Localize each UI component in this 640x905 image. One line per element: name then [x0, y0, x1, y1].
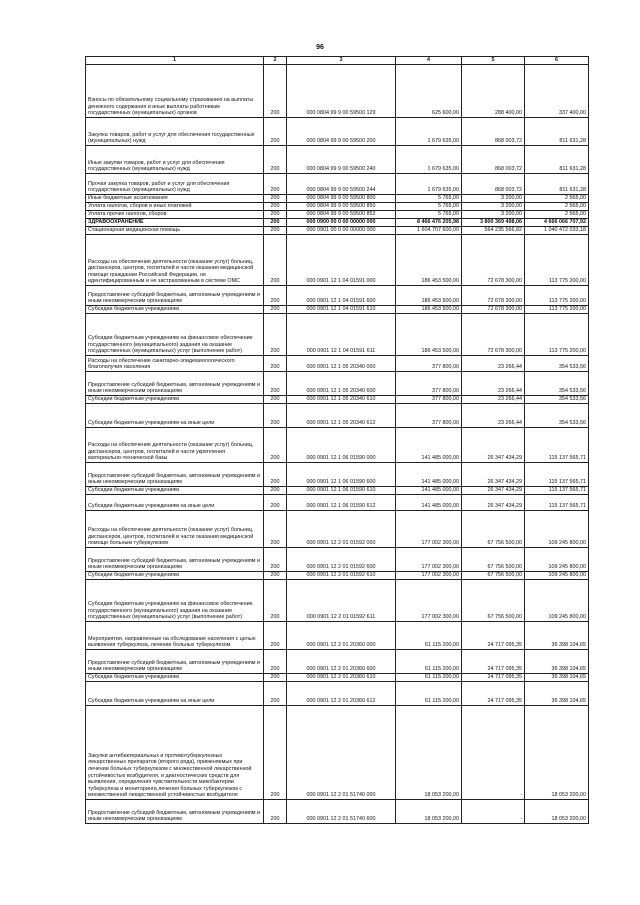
row-remaining-amount: 113 775 200,00 [525, 286, 589, 306]
row-executed-amount: 23 266,44 [462, 372, 525, 396]
row-executed-amount: 26 347 434,29 [462, 487, 525, 495]
row-approved-amount: 5 765,00 [396, 195, 462, 203]
table-row [86, 65, 589, 118]
row-approved-amount: 377 800,00 [396, 404, 462, 428]
table-row [86, 372, 589, 396]
row-approved-amount: 5 765,00 [396, 211, 462, 219]
row-description: Субсидии бюджетным учреждениям на иные цели [86, 404, 264, 428]
row-budget-code: 000 0901 12 2 01 51740 600 [287, 800, 396, 824]
row-executed-amount: 67 756 500,00 [462, 548, 525, 572]
row-remaining-amount: 18 053 200,00 [525, 706, 589, 800]
row-description: Уплата налогов, сборов и иных платежей [86, 203, 264, 211]
row-description: Предоставление субсидий бюджетным, автономным учреждениям и иным некоммерческим организациям [86, 372, 264, 396]
row-budget-code: 000 0804 99 9 00 59500 852 [287, 211, 396, 219]
row-executed-amount: 868 003,72 [462, 146, 525, 174]
row-approved-amount: 377 800,00 [396, 356, 462, 372]
table-row [86, 235, 589, 286]
row-line-code: 200 [264, 65, 287, 118]
row-approved-amount: 1 679 635,00 [396, 174, 462, 195]
row-budget-code: 000 0901 12 1 05 20340 600 [287, 372, 396, 396]
row-description: ЗДРАВООХРАНЕНИЕ [86, 219, 264, 227]
row-executed-amount: 24 717 095,35 [462, 674, 525, 682]
row-executed-amount: 67 756 500,00 [462, 580, 525, 622]
row-budget-code: 000 0901 12 1 05 20340 000 [287, 356, 396, 372]
table-row [86, 396, 589, 404]
row-approved-amount: 1 679 635,00 [396, 118, 462, 146]
row-approved-amount: 177 002 300,00 [396, 511, 462, 548]
row-approved-amount: 186 453 500,00 [396, 235, 462, 286]
row-approved-amount: 377 800,00 [396, 396, 462, 404]
header-cell: 5 [462, 57, 525, 65]
row-line-code: 200 [264, 580, 287, 622]
row-executed-amount: 26 347 434,29 [462, 495, 525, 511]
row-budget-code: 000 0804 99 9 00 59500 244 [287, 174, 396, 195]
row-remaining-amount: 2 565,00 [525, 195, 589, 203]
row-remaining-amount: 36 398 104,65 [525, 674, 589, 682]
row-budget-code: 000 0901 12 1 06 01590 600 [287, 463, 396, 487]
row-description: Расходы на обеспечение деятельности (оказание услуг) больниц, диспансеров, центров, госпиталей в части укрепления материально-технической базы [86, 428, 264, 463]
table-row [86, 227, 589, 235]
header-cell: 4 [396, 57, 462, 65]
row-executed-amount: 72 678 300,00 [462, 286, 525, 306]
row-approved-amount: 5 765,00 [396, 203, 462, 211]
row-description: Субсидии бюджетным учреждениям на финансовое обеспечение государственного (муниципального) задания на оказание государственных (муниципальных) услуг (выполнение работ) [86, 314, 264, 356]
row-line-code: 200 [264, 314, 287, 356]
row-remaining-amount: 354 533,56 [525, 372, 589, 396]
table-row [86, 548, 589, 572]
table-row [86, 706, 589, 800]
row-budget-code: 000 0901 12 2 01 20360 600 [287, 650, 396, 674]
row-description: Субсидии бюджетным учреждениям на финансовое обеспечение государственного (муниципального) задания на оказание государственных (муниципальных) услуг (выполнение работ) [86, 580, 264, 622]
row-line-code: 200 [264, 146, 287, 174]
row-line-code: 200 [264, 428, 287, 463]
row-budget-code: 000 0804 99 9 00 59500 850 [287, 203, 396, 211]
row-remaining-amount: 113 775 200,00 [525, 314, 589, 356]
page-number: 96 [316, 44, 324, 51]
table-row [86, 404, 589, 428]
row-line-code: 200 [264, 203, 287, 211]
row-budget-code: 000 0901 12 1 04 01591 610 [287, 306, 396, 314]
row-line-code: 200 [264, 372, 287, 396]
row-description: Субсидии бюджетным учреждениям на иные цели [86, 495, 264, 511]
row-executed-amount: 26 347 434,29 [462, 463, 525, 487]
row-executed-amount: - [462, 706, 525, 800]
row-executed-amount: 24 717 095,35 [462, 682, 525, 706]
header-cell: 2 [264, 57, 287, 65]
table-row [86, 650, 589, 674]
row-remaining-amount: 109 245 800,00 [525, 548, 589, 572]
row-approved-amount: 177 002 300,00 [396, 548, 462, 572]
row-line-code: 200 [264, 495, 287, 511]
row-approved-amount: 1 679 635,00 [396, 146, 462, 174]
row-description: Предоставление субсидий бюджетным, автономным учреждениям и иным некоммерческим организациям [86, 800, 264, 824]
table-row [86, 203, 589, 211]
row-budget-code: 000 0804 99 9 00 59500 240 [287, 146, 396, 174]
row-executed-amount: 23 266,44 [462, 396, 525, 404]
header-cell: 3 [287, 57, 396, 65]
table-row [86, 800, 589, 824]
row-description: Предоставление субсидий бюджетным, автономным учреждениям и иным некоммерческим организациям [86, 548, 264, 572]
row-approved-amount: 141 485 000,00 [396, 463, 462, 487]
row-approved-amount: 18 053 200,00 [396, 800, 462, 824]
row-description: Закупки антибактериальных и противотуберкулезных лекарственных препаратов (второго ряда), применяемых при лечении больных туберкулезом с множественной лекарственной устойчивостью возбудителя, и диагностических средств для выявления, определения чувствительности микобактерии туберкулеза и мониторинга лечения больных туберкулезом с множественной лекарственной устойчивостью возбудителя [86, 706, 264, 800]
row-budget-code: 000 0901 12 1 06 01590 610 [287, 487, 396, 495]
table-row [86, 286, 589, 306]
row-remaining-amount: 109 245 800,00 [525, 580, 589, 622]
row-budget-code: 000 0900 00 0 00 00000 000 [287, 219, 396, 227]
table-row [86, 219, 589, 227]
row-executed-amount: 67 756 500,00 [462, 572, 525, 580]
header-cell: 6 [525, 57, 589, 65]
row-line-code: 200 [264, 286, 287, 306]
row-remaining-amount: 115 137 565,71 [525, 463, 589, 487]
row-remaining-amount: 4 666 066 707,92 [525, 219, 589, 227]
row-budget-code: 000 0901 12 1 06 01590 000 [287, 428, 396, 463]
row-remaining-amount: 1 040 472 033,18 [525, 227, 589, 235]
row-remaining-amount: 811 631,28 [525, 146, 589, 174]
row-remaining-amount: 18 053 200,00 [525, 800, 589, 824]
row-remaining-amount: 115 137 565,71 [525, 495, 589, 511]
row-budget-code: 000 0901 12 1 04 01591 600 [287, 286, 396, 306]
row-executed-amount: 72 678 300,00 [462, 306, 525, 314]
row-approved-amount: 177 002 300,00 [396, 572, 462, 580]
row-line-code: 200 [264, 174, 287, 195]
row-line-code: 200 [264, 227, 287, 235]
table-row [86, 118, 589, 146]
row-line-code: 200 [264, 548, 287, 572]
row-executed-amount: 868 003,72 [462, 174, 525, 195]
row-budget-code: 000 0901 12 2 01 01592 000 [287, 511, 396, 548]
row-executed-amount: 3 200,00 [462, 203, 525, 211]
row-executed-amount: 868 003,72 [462, 118, 525, 146]
table-row [86, 195, 589, 203]
row-description: Расходы на обеспечение деятельности (оказание услуг) больниц, диспансеров, центров, госпиталей в части оказания медицинской помощи гражданам Российской Федерации, не идентифицированным и не застрахованным в системе ОМС [86, 235, 264, 286]
row-line-code: 200 [264, 235, 287, 286]
row-budget-code: 000 0901 12 2 01 51740 000 [287, 706, 396, 800]
row-line-code: 200 [264, 219, 287, 227]
table-row [86, 572, 589, 580]
row-budget-code: 000 0804 99 9 00 59500 129 [287, 65, 396, 118]
row-executed-amount: 24 717 095,35 [462, 650, 525, 674]
table-row [86, 428, 589, 463]
row-line-code: 200 [264, 682, 287, 706]
row-remaining-amount: 811 631,28 [525, 174, 589, 195]
row-remaining-amount: 36 398 104,65 [525, 622, 589, 650]
row-line-code: 200 [264, 356, 287, 372]
header-row [86, 57, 589, 65]
table-row [86, 306, 589, 314]
row-line-code: 200 [264, 118, 287, 146]
row-line-code: 200 [264, 463, 287, 487]
table-row [86, 622, 589, 650]
row-remaining-amount: 115 137 565,71 [525, 487, 589, 495]
row-budget-code: 000 0901 12 2 01 01592 610 [287, 572, 396, 580]
row-executed-amount: 3 800 369 498,06 [462, 219, 525, 227]
table-row [86, 211, 589, 219]
row-approved-amount: 61 115 200,00 [396, 674, 462, 682]
row-remaining-amount: 354 533,56 [525, 356, 589, 372]
row-budget-code: 000 0901 12 2 01 01592 600 [287, 548, 396, 572]
row-approved-amount: 61 115 200,00 [396, 650, 462, 674]
row-budget-code: 000 0804 99 9 00 59500 800 [287, 195, 396, 203]
row-description: Предоставление субсидий бюджетным, автономным учреждениям и иным некоммерческим организациям [86, 650, 264, 674]
row-remaining-amount: 109 245 800,00 [525, 572, 589, 580]
row-remaining-amount: 36 398 104,65 [525, 682, 589, 706]
table-row [86, 146, 589, 174]
row-approved-amount: 177 002 300,00 [396, 580, 462, 622]
row-remaining-amount: 36 398 104,65 [525, 650, 589, 674]
row-executed-amount: 72 678 300,00 [462, 314, 525, 356]
budget-table [85, 56, 589, 824]
row-remaining-amount: 113 775 200,00 [525, 306, 589, 314]
row-description: Субсидии бюджетным учреждениям [86, 674, 264, 682]
row-description: Уплата прочих налогов, сборов [86, 211, 264, 219]
row-description: Взносы по обязательному социальному страхованию на выплаты денежного содержания и иные выплаты работникам государственных (муниципальных) органов [86, 65, 264, 118]
row-description: Предоставление субсидий бюджетным, автономным учреждениям и иным некоммерческим организациям [86, 286, 264, 306]
row-approved-amount: 625 600,00 [396, 65, 462, 118]
row-line-code: 200 [264, 396, 287, 404]
row-remaining-amount: 2 565,00 [525, 203, 589, 211]
row-executed-amount: 3 200,00 [462, 195, 525, 203]
row-budget-code: 000 0901 12 1 05 20340 610 [287, 396, 396, 404]
row-approved-amount: 8 466 476 205,98 [396, 219, 462, 227]
row-budget-code: 000 0901 12 1 04 01591 000 [287, 235, 396, 286]
row-remaining-amount: 113 775 200,00 [525, 235, 589, 286]
table-row [86, 580, 589, 622]
table-row [86, 495, 589, 511]
row-approved-amount: 18 053 200,00 [396, 706, 462, 800]
row-description: Иные бюджетные ассигнования [86, 195, 264, 203]
table-row [86, 487, 589, 495]
row-budget-code: 000 0901 12 2 01 20360 612 [287, 682, 396, 706]
table-body [86, 65, 589, 824]
row-line-code: 200 [264, 195, 287, 203]
row-description: Субсидии бюджетным учреждениям на иные цели [86, 682, 264, 706]
row-budget-code: 000 0901 12 2 01 20360 000 [287, 622, 396, 650]
row-description: Предоставление субсидий бюджетным, автономным учреждениям и иным некоммерческим организациям [86, 463, 264, 487]
row-line-code: 200 [264, 706, 287, 800]
row-line-code: 200 [264, 674, 287, 682]
row-description: Субсидии бюджетным учреждениям [86, 487, 264, 495]
row-approved-amount: 1 604 707 600,00 [396, 227, 462, 235]
row-approved-amount: 186 453 500,00 [396, 306, 462, 314]
row-executed-amount: 288 400,00 [462, 65, 525, 118]
row-approved-amount: 186 453 500,00 [396, 314, 462, 356]
row-line-code: 200 [264, 511, 287, 548]
row-line-code: 200 [264, 800, 287, 824]
table-row [86, 463, 589, 487]
row-approved-amount: 141 485 000,00 [396, 495, 462, 511]
row-approved-amount: 186 453 500,00 [396, 286, 462, 306]
row-budget-code: 000 0901 12 2 01 01592 611 [287, 580, 396, 622]
table-row [86, 674, 589, 682]
row-description: Иные закупки товаров, работ и услуг для обеспечения государственных (муниципальных) нужд [86, 146, 264, 174]
row-remaining-amount: 109 245 800,00 [525, 511, 589, 548]
row-executed-amount: 3 200,00 [462, 211, 525, 219]
row-approved-amount: 61 115 200,00 [396, 682, 462, 706]
row-executed-amount: 564 235 566,82 [462, 227, 525, 235]
row-line-code: 200 [264, 650, 287, 674]
row-line-code: 200 [264, 572, 287, 580]
row-remaining-amount: 811 631,28 [525, 118, 589, 146]
row-budget-code: 000 0901 12 1 04 01591 611 [287, 314, 396, 356]
row-remaining-amount: 354 533,56 [525, 404, 589, 428]
row-line-code: 200 [264, 211, 287, 219]
row-executed-amount: 67 756 500,00 [462, 511, 525, 548]
row-description: Стационарная медицинская помощь [86, 227, 264, 235]
row-budget-code: 000 0901 12 1 06 01590 612 [287, 495, 396, 511]
row-approved-amount: 377 800,00 [396, 372, 462, 396]
row-line-code: 200 [264, 487, 287, 495]
row-description: Субсидии бюджетным учреждениям [86, 306, 264, 314]
row-line-code: 200 [264, 306, 287, 314]
table-row [86, 174, 589, 195]
row-executed-amount: 72 678 300,00 [462, 235, 525, 286]
row-budget-code: 000 0901 00 0 00 00000 000 [287, 227, 396, 235]
table-row [86, 314, 589, 356]
row-remaining-amount: 115 137 565,71 [525, 428, 589, 463]
row-budget-code: 000 0901 12 2 01 20360 610 [287, 674, 396, 682]
row-remaining-amount: 354 533,56 [525, 396, 589, 404]
row-description: Мероприятия, направленные на обследование населения с целью выявления туберкулеза, лечение больных туберкулезом [86, 622, 264, 650]
row-description: Прочая закупка товаров, работ и услуг для обеспечения государственных (муниципальных) нужд [86, 174, 264, 195]
row-approved-amount: 141 485 000,00 [396, 487, 462, 495]
table-row [86, 511, 589, 548]
row-executed-amount: 23 266,44 [462, 356, 525, 372]
row-executed-amount: 24 717 095,35 [462, 622, 525, 650]
row-executed-amount: - [462, 800, 525, 824]
row-description: Расходы на обеспечение деятельности (оказание услуг) больниц, диспансеров, центров, госпиталей в части оказания медицинской помощи больным туберкулезом [86, 511, 264, 548]
row-budget-code: 000 0901 12 1 05 20340 612 [287, 404, 396, 428]
row-remaining-amount: 2 565,00 [525, 211, 589, 219]
row-executed-amount: 26 347 434,29 [462, 428, 525, 463]
row-line-code: 200 [264, 622, 287, 650]
table-row [86, 682, 589, 706]
row-approved-amount: 141 485 000,00 [396, 428, 462, 463]
row-description: Субсидии бюджетным учреждениям [86, 396, 264, 404]
row-executed-amount: 23 266,44 [462, 404, 525, 428]
row-line-code: 200 [264, 404, 287, 428]
row-description: Расходы на обеспечение санитарно-эпидемиологического благополучия населения [86, 356, 264, 372]
header-cell: 1 [86, 57, 264, 65]
row-description: Закупка товаров, работ и услуг для обеспечения государственных (муниципальных) нужд [86, 118, 264, 146]
row-approved-amount: 61 115 200,00 [396, 622, 462, 650]
row-remaining-amount: 337 400,00 [525, 65, 589, 118]
row-description: Субсидии бюджетным учреждениям [86, 572, 264, 580]
table-row [86, 356, 589, 372]
row-budget-code: 000 0804 99 9 00 59500 200 [287, 118, 396, 146]
